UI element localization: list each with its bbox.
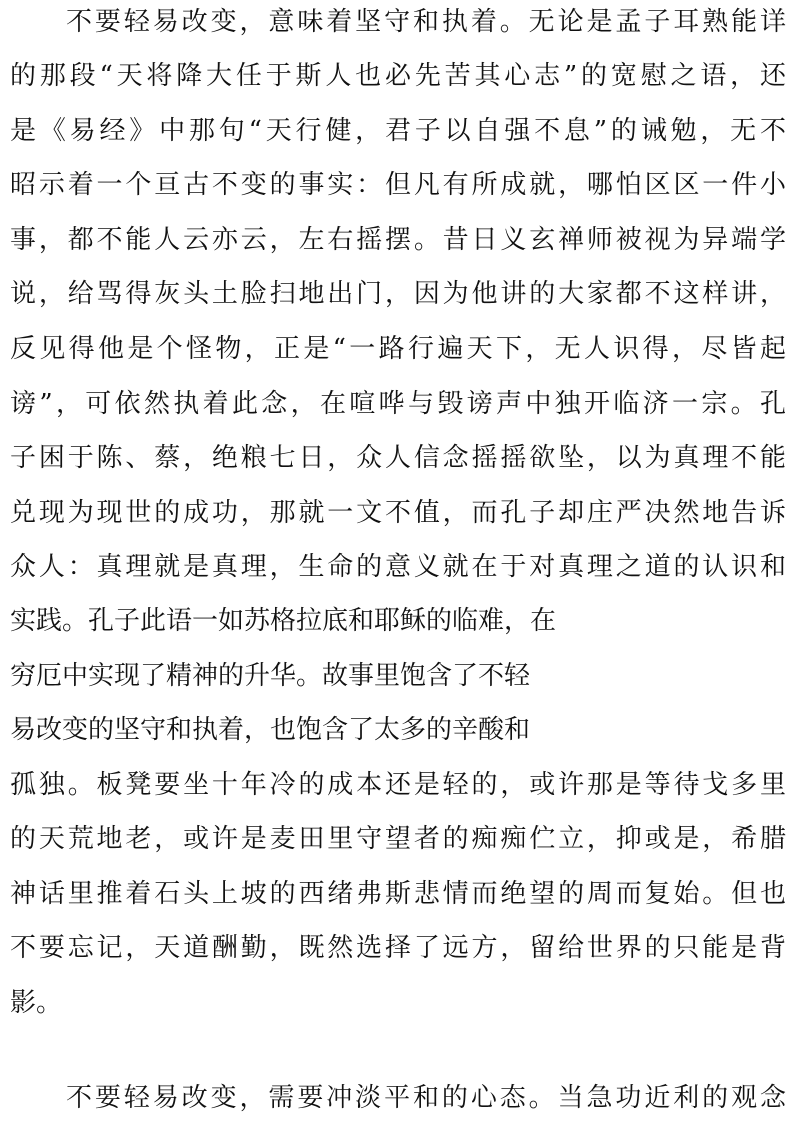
text-line: 影。 bbox=[10, 988, 63, 1018]
text-line: 不要轻易改变，需要冲淡平和的心态。当急功近利的观念 bbox=[66, 1083, 786, 1113]
text-line: 谤”，可依然执着此念，在喧哗与毁谤声中独开临济一宗。孔 bbox=[10, 389, 786, 419]
text-line: 是《易经》中那句“天行健，君子以自强不息”的诫勉，无不 bbox=[10, 116, 786, 146]
text-line: 不要轻易改变，意味着坚守和执着。无论是孟子耳熟能详 bbox=[66, 7, 786, 37]
text-line: 众人：真理就是真理，生命的意义就在于对真理之道的认识和 bbox=[10, 552, 786, 582]
text-line: 的天荒地老，或许是麦田里守望者的痴痴伫立，抑或是，希腊 bbox=[10, 824, 786, 854]
text-line: 不要忘记，天道酬勤，既然选择了远方，留给世界的只能是背 bbox=[10, 933, 786, 963]
text-line: 事，都不能人云亦云，左右摇摆。昔日义玄禅师被视为异端学 bbox=[10, 225, 786, 255]
text-line: 子困于陈、蔡，绝粮七日，众人信念摇摇欲坠，以为真理不能 bbox=[10, 443, 786, 473]
text-line: 兑现为现世的成功，那就一文不值，而孔子却庄严决然地告诉 bbox=[10, 498, 786, 528]
text-line: 反见得他是个怪物，正是“一路行遍天下，无人识得，尽皆起 bbox=[10, 334, 786, 364]
text-line: 说，给骂得灰头土脸扫地出门，因为他讲的大家都不这样讲， bbox=[10, 279, 786, 309]
text-line: 的那段“天将降大任于斯人也必先苦其心志”的宽慰之语，还 bbox=[10, 61, 786, 91]
text-line: 孤独。板凳要坐十年冷的成本还是轻的，或许那是等待戈多里 bbox=[10, 770, 786, 800]
text-line: 神话里推着石头上坡的西绪弗斯悲情而绝望的周而复始。但也 bbox=[10, 879, 786, 909]
text-line: 易改变的坚守和执着，也饱含了太多的辛酸和 bbox=[10, 715, 531, 745]
text-line: 实践。孔子此语一如苏格拉底和耶稣的临难，在 bbox=[10, 606, 557, 636]
text-line: 穷厄中实现了精神的升华。故事里饱含了不轻 bbox=[10, 661, 531, 691]
text-line: 昭示着一个亘古不变的事实：但凡有所成就，哪怕区区一件小 bbox=[10, 170, 786, 200]
